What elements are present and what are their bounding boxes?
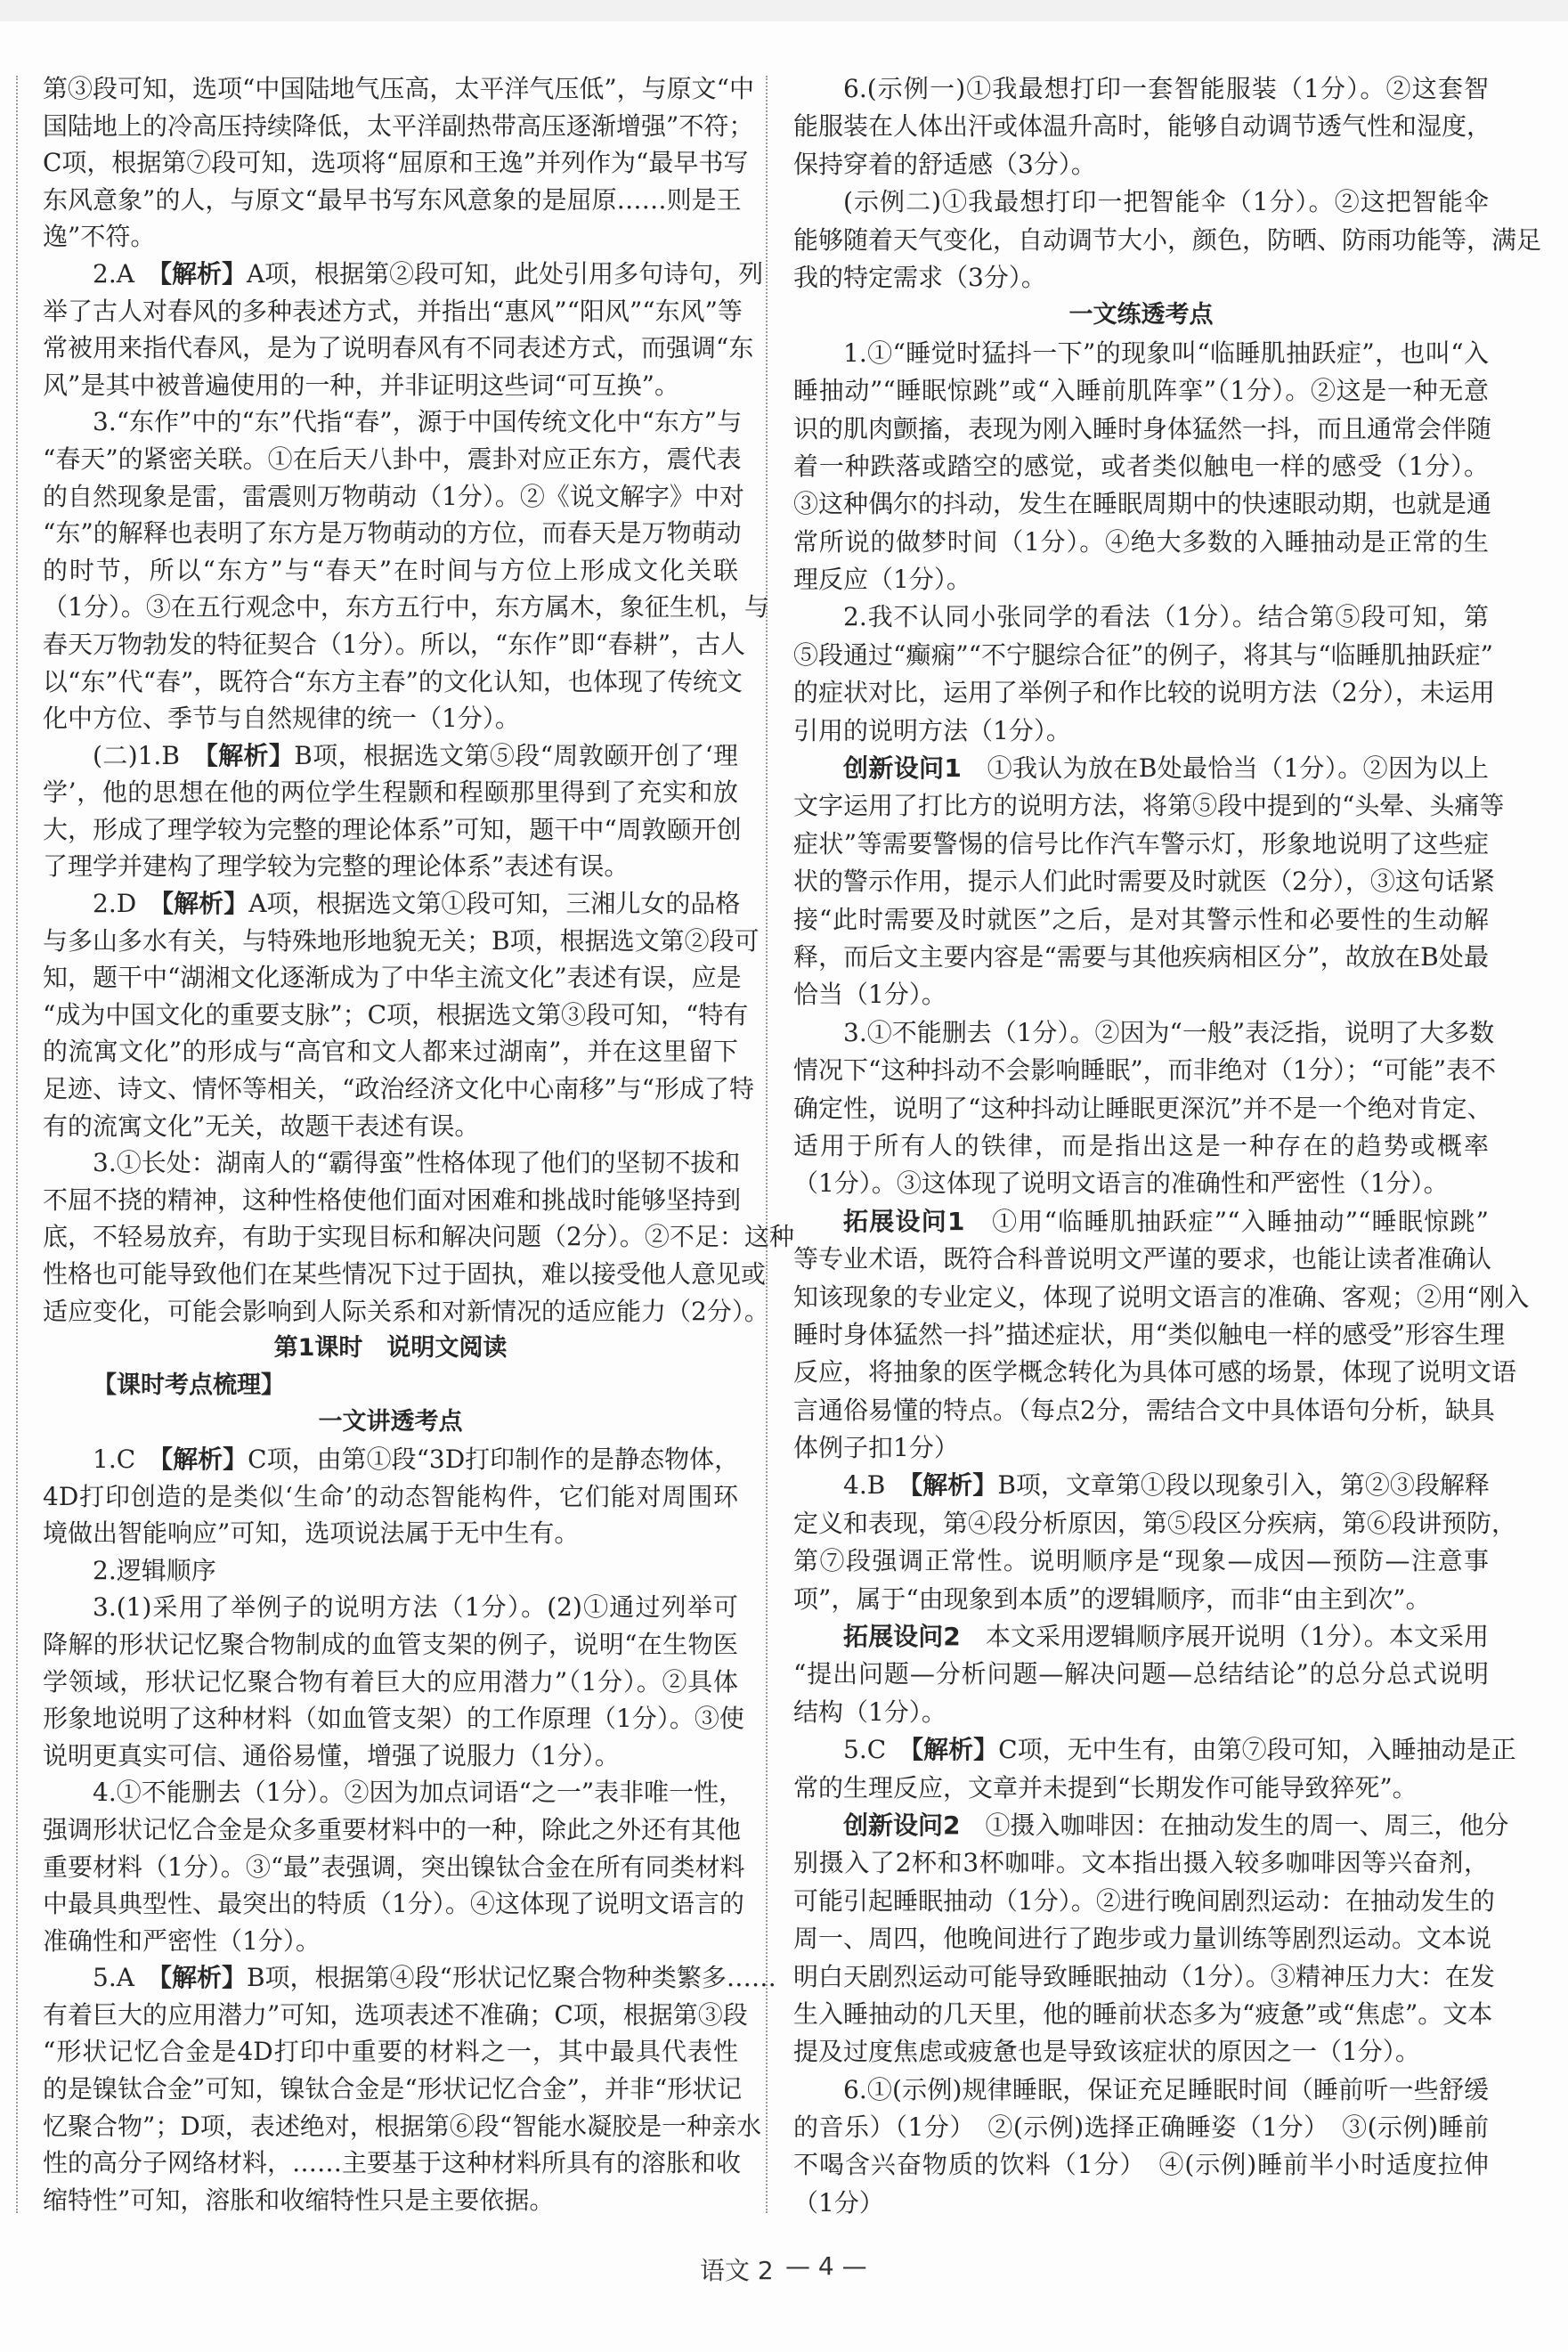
paragraph (793, 750, 1505, 1014)
paragraph (793, 70, 1492, 183)
heading-text: 一文练透考点 (1068, 301, 1214, 330)
text-line: 境做出智能响应”可知，选项说法属于无中生有。 (43, 1518, 580, 1549)
answer-number: 5.C (843, 1735, 912, 1765)
column-divider (766, 76, 768, 2213)
text-line: 确定性，说明了“这种抖动让睡眠更深沉”并不是一个绝对肯定、 (793, 1093, 1492, 1123)
text-line: 接“此时需要及时就医”之后，是对其警示性和必要性的生动解 (793, 904, 1489, 934)
paragraph (793, 335, 1492, 599)
heading-text: 【课时考点梳理】 (93, 1371, 285, 1399)
text-line: 明白天剧烈运动可能导致睡眠抽动（1分）。③精神压力大：在发 (793, 1961, 1495, 1991)
text-line: “东”的解释也表明了东方是万物萌动的方位，而春天是万物萌动 (43, 518, 742, 549)
text-line: 4D打印创造的是类似‘生命’的动态智能构件，它们能对周围环 (43, 1481, 738, 1511)
section-heading (43, 1330, 738, 1367)
paragraph (793, 598, 1495, 750)
left-margin-divider (16, 76, 18, 2213)
text-line: 学’，他的思想在他的两位学生程颢和程颐那里得到了充实和放 (43, 777, 738, 808)
text-line: 6.①(示例)规律睡眠，保证充足睡眠时间（睡前听一些舒缓 (843, 2074, 1489, 2104)
text-line (43, 1441, 738, 1478)
text-line: 以“东”代“春”，既符合“东方主春”的文化认知，也体现了传统文 (43, 666, 743, 696)
text-line: “形状记忆合金是4D打印中重要的材料之一，其中最具代表性 (43, 2037, 738, 2067)
text-line: 结构（1分）。 (793, 1697, 946, 1727)
text-line: 有着巨大的应用潜力”可知，选项表述不准确；C项，根据第③段 (43, 1999, 748, 2030)
footer-subject: 语文 2 (700, 2256, 774, 2285)
text-line: 的流寓文化”的形成与“高官和文人都来过湖南”，并在这里留下 (43, 1037, 738, 1067)
text-line: 2.逻辑顺序 (93, 1555, 216, 1585)
text-line: 1.①“睡觉时猛抖一下”的现象叫“临睡肌抽跃症”，也叫“入 (843, 338, 1489, 368)
paragraph (793, 1014, 1497, 1203)
text-line: 4.①不能删去（1分）。②因为加点词语“之一”表非唯一性， (93, 1778, 744, 1808)
paragraph (43, 1774, 745, 1959)
answer-text: B项，根据选文第⑤段“周敦颐开创了‘理 (294, 740, 738, 770)
text-line (43, 256, 764, 293)
text-line: 形象地说明了这种材料（如血管支架）的工作原理（1分）。③使 (43, 1704, 744, 1734)
answer-text: C项，无中生有，由第⑦段可知，入睡抽动是正 (998, 1735, 1516, 1765)
text-line (793, 750, 1489, 787)
text-line: 适应变化，可能会影响到人际关系和对新情况的适应能力（2分）。 (43, 1296, 769, 1326)
answer-text: A项，根据选文第①段可知，三湘儿女的品格 (248, 889, 741, 919)
answer-number: 4.B (843, 1470, 911, 1501)
answer-number: 5.A (93, 1963, 159, 1993)
text-line: 保持穿着的舒适感（3分）。 (793, 149, 1096, 179)
text-line: 国陆地上的冷高压持续降低，太平洋副热带高压逐渐增强”不符； (43, 110, 754, 141)
text-line: 与多山多水有关，与特殊地形地貌无关；B项，根据选文第②段可 (43, 925, 760, 956)
answer-label: 【解析】 (911, 1735, 999, 1765)
text-line: 生入睡抽动的几天里，他的睡前状态多为“疲惫”或“焦虑”。文本 (793, 1998, 1493, 2029)
answer-number: (二)1.B (93, 740, 206, 770)
text-line: 重要材料（1分）。③“最”表强调，突出镍钛合金在所有同类材料 (43, 1851, 745, 1882)
text-line: 情况下“这种抖动不会影响睡眠”，而非绝对（1分）；“可能”表不 (793, 1055, 1497, 1086)
section-heading (43, 1404, 738, 1441)
text-line: 缩特性”可知，溶胀和收缩特性只是主要依据。 (43, 2185, 555, 2215)
answer-label: 【解析】 (205, 740, 295, 770)
text-line (43, 885, 741, 923)
answer-number: 2.D (93, 889, 162, 919)
answer-text: C项，由第①段“3D打印制作的是静态物体， (248, 1444, 740, 1474)
text-line: 睡抽动”“睡眠惊跳”或“入睡前肌阵挛”（1分）。②这是一种无意 (793, 376, 1489, 406)
answer-text: ①摄入咖啡因：在抽动发生的周一、周三，他分 (960, 1810, 1509, 1840)
text-line: (示例二)①我最想打印一把智能伞（1分）。②这把智能伞 (843, 187, 1489, 217)
text-line: 着一种跌落或踏空的感觉，或者类似触电一样的感受（1分）。 (793, 451, 1489, 481)
paragraph (793, 183, 1542, 297)
text-line: 的症状对比，运用了举例子和作比较的说明方法（2分），未运用 (793, 678, 1495, 708)
paragraph (793, 1203, 1530, 1468)
text-line: 等专业术语，既符合科普说明文严谨的要求，也能让读者准确认 (793, 1244, 1492, 1274)
text-line: 3.“东作”中的“东”代指“春”，源于中国传统文化中“东方”与 (93, 407, 743, 437)
text-line: 理反应（1分）。 (793, 565, 971, 595)
text-line: 恰当（1分）。 (793, 980, 946, 1010)
text-line: 的时节，所以“东方”与“春天”在时间与方位上形成文化关联 (43, 555, 738, 585)
text-line: 举了古人对春风的多种表述方式，并指出“惠风”“阳风”“东风”等 (43, 296, 743, 326)
paragraph (793, 1467, 1517, 1618)
text-line: 体例子扣1分） (793, 1433, 959, 1463)
text-line (793, 1467, 1489, 1504)
text-line: 定义和表现，第④段分析原因，第⑤段区分疾病，第⑥段讲预防， (793, 1508, 1517, 1538)
text-line: 第⑦段强调正常性。说明顺序是“现象—成因—预防—注意事 (793, 1546, 1489, 1576)
text-line: （1分）。③在五行观念中，东方五行中，东方属木，象征生机，与 (43, 592, 769, 623)
text-line: 常的生理反应，文章并未提到“长期发作可能导致猝死”。 (793, 1772, 1418, 1803)
text-line: 性格也可能导致他们在某些情况下过于固执，难以接受他人意见或 (43, 1259, 767, 1289)
text-line: 性的高分子网络材料，……主要基于这种材料所具有的溶胀和收 (43, 2148, 742, 2178)
text-line: 状的警示作用，提示人们此时需要及时就医（2分），③这句话紧 (793, 867, 1495, 897)
text-line: 忆聚合物”；D项，表述绝对，根据第⑥段“智能水凝胶是一种亲水 (43, 2111, 762, 2141)
paragraph (43, 885, 760, 1144)
paragraph (793, 1731, 1516, 1807)
answer-label: 【解析】 (160, 1444, 248, 1474)
text-line: 症状”等需要警惕的信号比作汽车警示灯，形象地说明了这些症 (793, 828, 1489, 859)
answer-text: B项，根据第④段“形状记忆聚合物种类繁多…… (246, 1963, 776, 1993)
text-line: 大，形成了理学较为完整的理论体系”可知，题干中“周敦颐开创 (43, 814, 742, 844)
text-line: ⑤段通过“癫痫”“不宁腿综合征”的例子，将其与“临睡肌抽跃症” (793, 639, 1493, 670)
answer-label: 拓展设问1 (843, 1206, 965, 1236)
heading-text: 第1课时 说明文阅读 (273, 1334, 508, 1363)
text-line: 适用于所有人的铁律，而是指出这是一种存在的趋势或概率 (793, 1130, 1489, 1160)
text-line: 常被用来指代春风，是为了说明春风有不同表述方式，而强调“东 (43, 333, 754, 363)
text-line: 知，题干中“湖湘文化逐渐成为了中华主流文化”表述有误，应是 (43, 963, 742, 993)
text-line: 春天万物勃发的特征契合（1分）。所以，“东作”即“春耕”，古人 (43, 629, 746, 659)
text-line: 言通俗易懂的特点。（每点2分，需结合文中具体语句分析，缺具 (793, 1395, 1495, 1425)
paragraph (793, 2071, 1489, 2223)
text-line: 3.①长处：湖南人的“霸得蛮”性格体现了他们的坚韧不拔和 (93, 1148, 741, 1178)
answer-text: 本文采用逻辑顺序展开说明（1分）。本文采用 (960, 1622, 1489, 1652)
paragraph (793, 1807, 1509, 2071)
answer-text: B项，文章第①段以现象引入，第②③段解释 (997, 1470, 1490, 1501)
text-line: 强调形状记忆合金是众多重要材料中的一种，除此之外还有其他 (43, 1814, 742, 1844)
text-line: 项”，属于“由现象到本质”的逻辑顺序，而非“由主到次”。 (793, 1583, 1431, 1614)
text-line: “春天”的紧密关联。①在后天八卦中，震卦对应正东方，震代表 (43, 444, 742, 474)
text-line: 释，而后文主要内容是“需要与其他疾病相区分”，故放在B处最 (793, 941, 1489, 972)
text-line: 的是镍钛合金”可知，镍钛合金是“形状记忆合金”，并非“形状记 (43, 2074, 743, 2104)
paragraph (43, 1441, 738, 1552)
answer-label: 【解析】 (158, 1963, 247, 1993)
paragraph (43, 1552, 738, 1590)
paragraph (43, 737, 742, 885)
answer-label: 创新设问1 (843, 753, 962, 784)
answer-number: 1.C (93, 1444, 161, 1474)
footer-page-number: — 4 — (785, 2251, 867, 2281)
text-line: 睡时身体猛然一抖”描述症状，用“类似触电一样的感受”形容生理 (793, 1319, 1505, 1349)
page-top-margin (0, 0, 1568, 21)
text-line: （1分）。③这体现了说明文语言的准确性和严密性（1分）。 (793, 1168, 1449, 1199)
text-line: “成为中国文化的重要支脉”；C项，根据选文第③段可知，“特有 (43, 999, 749, 1030)
text-line: 的自然现象是雷，雷震则万物萌动（1分）。②《说文解字》中对 (43, 481, 744, 511)
text-line: 中最具典型性、最突出的特质（1分）。④这体现了说明文语言的 (43, 1889, 744, 1919)
section-subheading (43, 1367, 738, 1404)
section-heading (793, 297, 1489, 334)
text-line: 有的流寓文化”无关，故题干表述有误。 (43, 1111, 480, 1141)
paragraph (43, 403, 769, 737)
answer-label: 【解析】 (910, 1470, 998, 1501)
text-line (43, 737, 738, 775)
text-line: 文字运用了打比方的说明方法，将第⑤段中提到的“头晕、头痛等 (793, 791, 1505, 821)
text-line: 东风意象”的人，与原文“最早书写东风意象的是屈原……则是王 (43, 184, 742, 215)
text-line: 风”是其中被普遍使用的一种，并非证明这些词“可互换”。 (43, 370, 679, 400)
text-line: 别摄入了2杯和3杯咖啡。文本指出摄入较多咖啡因等兴奋剂， (793, 1848, 1489, 1878)
paragraph (43, 256, 764, 403)
text-line: “提出问题—分析问题—解决问题—总结结论”的总分总式说明 (793, 1659, 1489, 1689)
text-line: 了理学并建构了理学较为完整的理论体系”表述有误。 (43, 851, 630, 882)
paragraph (793, 1618, 1489, 1731)
text-line: 可能引起睡眠抽动（1分）。②进行晚间剧烈运动：在抽动发生的 (793, 1885, 1495, 1916)
paragraph (43, 1144, 794, 1330)
paragraph (43, 1959, 776, 2218)
text-line: 底，不轻易放弃，有助于实现目标和解决问题（2分）。②不足：这种 (43, 1222, 794, 1252)
left-column (43, 70, 794, 2218)
text-line: 我的特定需求（3分）。 (793, 262, 1046, 292)
text-line: 2.我不认同小张同学的看法（1分）。结合第⑤段可知，第 (843, 602, 1489, 632)
text-line: 能服装在人体出汗或体温升高时，能够自动调节透气性和湿度， (793, 111, 1492, 142)
text-line: 说明更真实可信、通俗易懂，增强了说服力（1分）。 (43, 1740, 620, 1770)
text-line: C项，根据第⑦段可知，选项将“屈原和王逸”并列作为“最早书写 (43, 148, 749, 178)
heading-text: 一文讲透考点 (318, 1408, 463, 1436)
answer-label: 【解析】 (161, 889, 249, 919)
text-line: ③这种偶尔的抖动，发生在睡眠周期中的快速眼动期，也就是通 (793, 489, 1492, 519)
text-line: 化中方位、季节与自然规律的统一（1分）。 (43, 704, 520, 734)
answer-text: ①用“临睡肌抽跃症”“入睡抽动”“睡眠惊跳” (964, 1206, 1490, 1236)
text-line: 不屈不挠的精神，这种性格使他们面对困难和挑战时能够坚持到 (43, 1184, 742, 1215)
answer-label: 创新设问2 (843, 1810, 961, 1840)
text-line: 降解的形状记忆聚合物制成的血管支架的例子，说明“在生物医 (43, 1629, 738, 1659)
answer-text: ①我认为放在B处最恰当（1分）。②因为以上 (961, 753, 1489, 784)
text-line: 足迹、诗文、情怀等相关，“政治经济文化中心南移”与“形成了特 (43, 1074, 754, 1104)
answer-number: 2.A (93, 258, 159, 289)
text-line: 准确性和严密性（1分）。 (43, 1925, 321, 1956)
text-line: 能够随着天气变化，自动调节大小，颜色，防晒、防雨功能等，满足 (793, 224, 1542, 255)
text-line (793, 1203, 1489, 1241)
text-line: 识的肌肉颤搐，表现为刚入睡时身体猛然一抖，而且通常会伴随 (793, 413, 1492, 444)
text-line (793, 1807, 1509, 1844)
text-line: 提及过度焦虑或疲惫也是导致该症状的原因之一（1分）。 (793, 2037, 1420, 2067)
answer-text: A项，根据第②段可知，此处引用多句诗句，列 (246, 258, 764, 289)
text-line: 学领域，形状记忆聚合物有着巨大的应用潜力”（1分）。②具体 (43, 1666, 738, 1697)
text-line: 逸”不符。 (43, 222, 156, 252)
text-line: 不喝含兴奋物质的饮料（1分） ④(示例)睡前半小时适度拉伸 (793, 2150, 1489, 2180)
text-line: 反应，将抽象的医学概念转化为具体可感的场景，体现了说明文语 (793, 1357, 1517, 1388)
text-line: 周一、周四，他晚间进行了跑步或力量训练等剧烈运动。文本说 (793, 1924, 1492, 1954)
text-line: 3.(1)采用了举例子的说明方法（1分）。(2)①通过列举可 (93, 1592, 738, 1623)
text-line: 的音乐）（1分） ②(示例)选择正确睡姿（1分） ③(示例)睡前 (793, 2112, 1489, 2143)
text-line: 常所说的做梦时间（1分）。④绝大多数的入睡抽动是正常的生 (793, 526, 1489, 557)
text-line: 引用的说明方法（1分）。 (793, 715, 1071, 745)
text-line: 知该现象的专业定义，体现了说明文语言的准确、客观；②用“刚入 (793, 1282, 1530, 1312)
text-line: 3.①不能删去（1分）。②因为“一般”表泛指，说明了大多数 (843, 1017, 1495, 1047)
text-line (793, 1731, 1516, 1769)
text-line: 6.(示例一)①我最想打印一套智能服装（1分）。②这套智 (843, 74, 1489, 103)
paragraph (43, 70, 754, 256)
answer-label: 拓展设问2 (843, 1622, 961, 1652)
text-line: （1分） (793, 2187, 884, 2218)
right-column (793, 70, 1542, 2222)
answer-label: 【解析】 (158, 258, 247, 289)
text-line: 第③段可知，选项“中国陆地气压高，太平洋气压低”，与原文“中 (43, 74, 754, 103)
text-line (43, 1959, 776, 1997)
paragraph (43, 1589, 744, 1774)
text-line (793, 1618, 1489, 1656)
